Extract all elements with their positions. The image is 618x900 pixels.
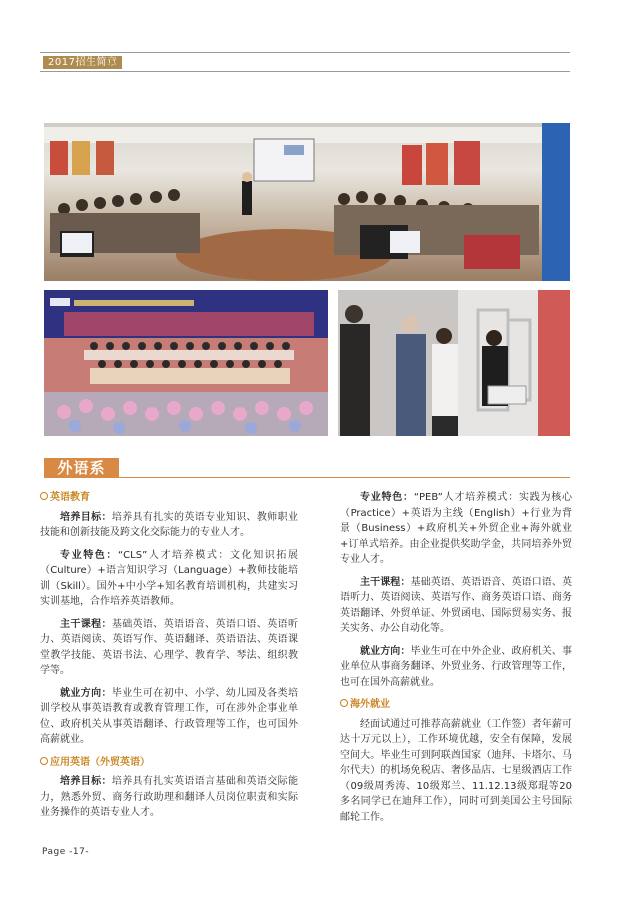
paragraph-main-courses-applied: 主干课程：基础英语、英语语音、英语口语、英语听力、英语阅读、英语写作、商务英语口语、商务英语翻译、外贸单证、外贸函电、国际贸易实务、报关实务、办公自动化等。 — [340, 576, 572, 634]
paragraph-employment: 就业方向：毕业生可在初中、小学、幼儿园及各类培训学校从事英语教育或教育管理工作，可在涉外企事业单位、政府机关从事英语翻译、行政管理等工作，也可国外高薪就业。 — [40, 687, 299, 745]
paragraph-main-courses: 主干课程：基础英语、英语语音、英语口语、英语听力、英语阅读、英语写作、英语翻译、英语语法、英语课堂教学技能、英语书法、心理学、教育学、琴法、组织教学等。 — [40, 618, 299, 676]
circle-bullet-icon — [40, 492, 48, 500]
subheading-english-education: 英语教育 — [40, 490, 298, 506]
stage-group-photo — [44, 290, 328, 436]
classroom-lecture-photo — [44, 123, 570, 281]
page-number: Page -17- — [42, 847, 90, 857]
paragraph-employment-applied: 就业方向：毕业生可在中外企业、政府机关、事业单位从事商务翻译、外贸业务、行政管理等工作，也可在国外高薪就业。 — [340, 645, 572, 688]
left-column — [40, 490, 298, 828]
subheading-overseas-employment: 海外就业 — [340, 697, 572, 713]
paragraph-training-goal-applied: 培养目标：培养具有扎实英语语言基础和英语交际能力，熟悉外贸、商务行政助理和翻译人员岗位职责和实际业务操作的英语专业人才。 — [40, 776, 299, 818]
exhibition-visit-photo — [338, 290, 570, 436]
paragraph-features-applied: 专业特色：“PEB”人才培养模式：实践为核心（Practice）+英语为主线（English）+行业为背景（Business）+政府机关+外贸企业+海外就业+订单式培养。由企业提供奖助学金，共同培养外贸专业人才。 — [340, 492, 573, 565]
paragraph-features: 专业特色：“CLS”人才培养模式：文化知识拓展（Culture）+语言知识学习（Language）+教师技能培训（Skill）。国外+中小学+知名教育培训机构，共建实习实训基地，合作培养英语教师。 — [40, 549, 298, 607]
circle-bullet-icon — [340, 699, 348, 707]
header-top-rule — [40, 52, 570, 53]
department-title: 外语系 — [44, 458, 119, 478]
paragraph-overseas: 经面试通过可推荐高薪就业（工作签）者年薪可达十万元以上），工作环境优越，安全有保障，发展空间大。毕业生可到阿联酋国家（迪拜、卡塔尔、马尔代夫）的机场免税店、奢侈品店、七星级酒店工作（09级周秀涛、10级郑兰、11.12.13级郑琨等20多名同学已在迪拜工作），同时可到美国公主号国际邮轮工作。 — [340, 718, 572, 823]
department-underline — [119, 477, 570, 478]
right-column — [340, 490, 572, 832]
header-tag: 2017招生简章 — [43, 56, 122, 69]
paragraph-training-goal: 培养目标：培养具有扎实的英语专业知识、教师职业技能和创新技能及跨文化交际能力的专业人才。 — [40, 511, 299, 538]
subheading-applied-english: 应用英语（外贸英语） — [40, 755, 298, 771]
header-bottom-rule — [40, 71, 570, 72]
header-arrow-icon — [110, 58, 115, 66]
circle-bullet-icon — [40, 757, 48, 765]
